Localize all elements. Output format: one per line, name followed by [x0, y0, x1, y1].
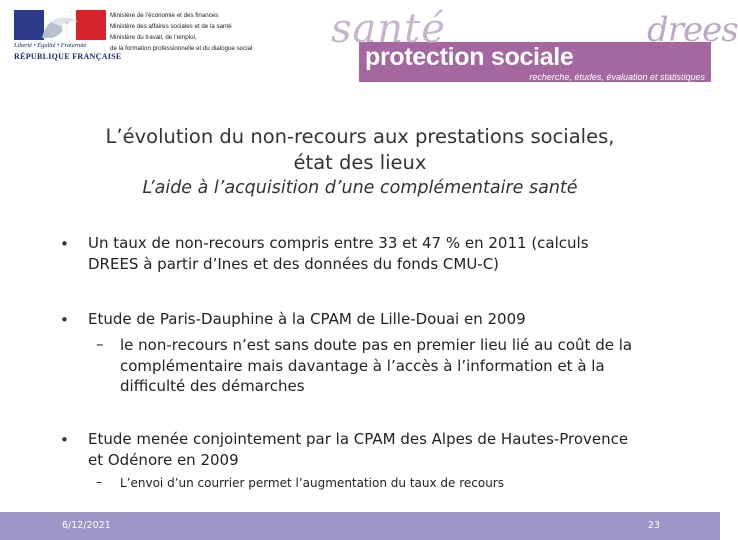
banner-sante: santé — [331, 6, 446, 52]
republic-motto: Liberté • Égalité • Fraternité — [14, 42, 87, 49]
sub-bullet-dash: – — [96, 475, 102, 489]
sub-bullet-line: complémentaire mais davantage à l’accès à l’information et à la — [120, 356, 605, 375]
sub-bullet-line: le non-recours n’est sans doute pas en premier lieu lié au coût de la — [120, 336, 633, 354]
marianne-logo — [14, 10, 122, 66]
slide-subtitle: L’aide à l’acquisition d’une complémentaire santé — [142, 178, 578, 198]
ministries-list — [110, 10, 320, 54]
bullet-marker: • — [60, 235, 69, 253]
drees-logo: drees — [647, 10, 738, 50]
bullet-text — [88, 233, 688, 274]
bullet-line: Un taux de non-recours compris entre 33 et 47 % en 2011 (calculs — [88, 234, 589, 252]
bullet-marker: • — [60, 311, 69, 329]
bullet-line: Etude de Paris-Dauphine à la CPAM de Lille-Douai en 2009 — [88, 310, 526, 328]
ministry-line: Ministère de l’économie et des finances — [110, 12, 219, 19]
bullet-text — [88, 429, 688, 470]
republic-name: RÉPUBLIQUE FRANÇAISE — [14, 52, 122, 61]
footer-date: 6/12/2021 — [62, 520, 111, 531]
bullet-line: et Odénore en 2009 — [88, 450, 239, 469]
sante-protection-sociale-banner — [325, 6, 738, 84]
ministry-line: de la formation professionnelle et du dialogue social — [110, 45, 253, 52]
ministry-line: Ministère des affaires sociales et de la santé — [110, 23, 232, 30]
sub-bullet-dash: – — [96, 335, 104, 353]
slide-title — [60, 124, 660, 176]
sub-bullet-text — [120, 335, 680, 397]
bullet-text — [88, 309, 688, 330]
slide-title-line: état des lieux — [293, 151, 427, 174]
banner-protection-sociale: protection sociale — [365, 43, 574, 71]
sub-bullet-line: difficulté des démarches — [120, 377, 305, 395]
bullet-marker: • — [60, 431, 69, 449]
marianne-flag-icon — [14, 10, 106, 40]
bullet-line: DREES à partir d’Ines et des données du fonds CMU-C) — [88, 254, 500, 273]
page-number: 23 — [647, 520, 660, 531]
ministry-line: Ministère du travail, de l’emploi, — [110, 34, 197, 41]
sub-bullet-line: L’envoi d’un courrier permet l’augmentation du taux de recours — [120, 476, 504, 490]
sub-bullet-text — [120, 475, 660, 491]
slide-title-line: L’évolution du non-recours aux prestations sociales, — [105, 125, 615, 148]
banner-tagline: recherche, études, évaluation et statistiques — [529, 72, 705, 82]
bullet-line: Etude menée conjointement par la CPAM des Alpes de Hautes-Provence — [88, 430, 629, 448]
